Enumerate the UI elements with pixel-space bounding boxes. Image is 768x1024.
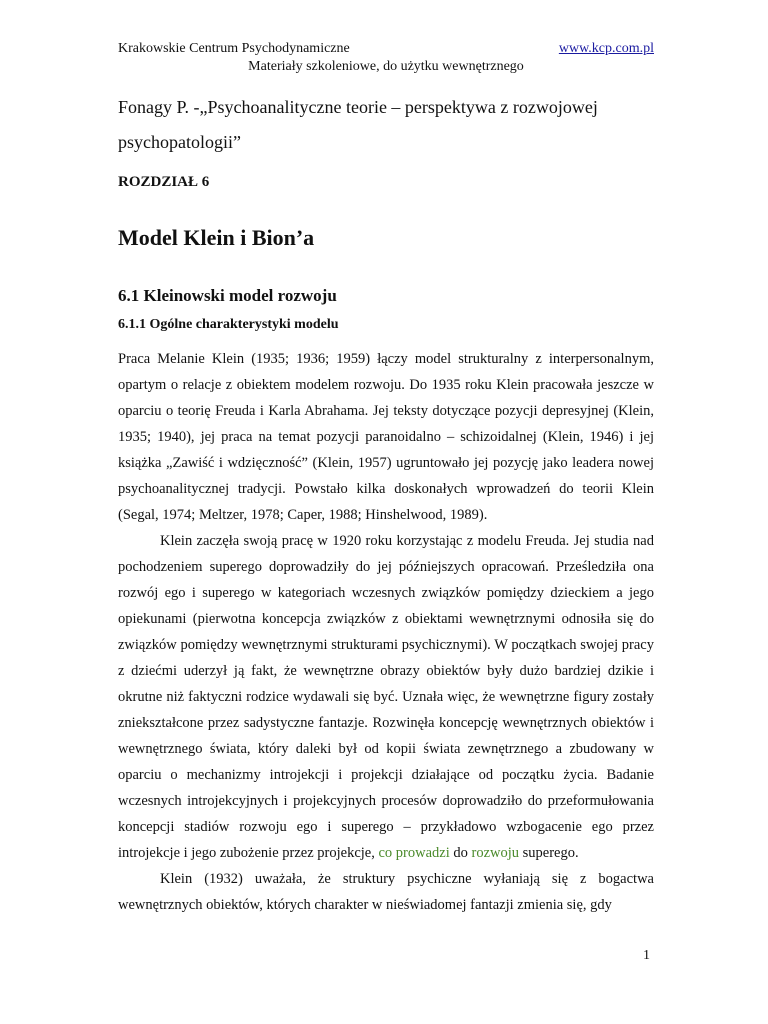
paragraph-3: Klein (1932) uważała, że struktury psychiczne wyłaniają się z bogactwa wewnętrznych obiektów, których charakter w nieświadomej fantazji zmienia się, gdy [118, 871, 654, 913]
page-number: 1 [643, 948, 650, 963]
paragraph-2-text: Klein zaczęła swoją pracę w 1920 roku korzystając z modelu Freuda. Jej studia nad pochodzeniem superego doprowadziły do jej późniejszych opracowań. Prześledziła ona rozwój ego i superego w kategoriach wczesnych związków pomiędzy dzieckiem a jego opiekunami (pierwotna koncepcja związków z obiektami wewnętrznymi odnosiła się do związków pomiędzy wewnętrznymi strukturami psychicznymi). W początkach swojej pracy z dziećmi uderzył ją fakt, że wewnętrzne obrazy obiektów były dużo bardziej dzikie i okrutne niż faktyczni rodzice wydawali się być. Uznała więc, że wewnętrzne figury zostały zniekształcone przez sadystyczne fantazje. Rozwinęła koncepcję wewnętrznych obiektów i wewnętrznego świata, który daleki był od kopii świata zewnętrznego a zbudowany w oparciu o mechanizmy introjekcji i projekcji działające od początku życia. Badanie wczesnych introjekcyjnych i projekcyjnych procesów doprowadziło do przeformułowania koncepcji stadiów rozwoju ego i superego – przykładowo wzbogacenie ego przez introjekcje i jego zubożenie przez projekcje, [118, 533, 654, 861]
paragraph-2-connector: do [453, 845, 468, 861]
document-title: Fonagy P. -„Psychoanalityczne teorie – perspektywa z rozwojowej psychopatologii” [118, 97, 598, 152]
model-title: Model Klein i Bion’a [118, 225, 315, 250]
paragraph-2-end: superego. [522, 845, 579, 861]
paragraph-1: Praca Melanie Klein (1935; 1936; 1959) łączy model strukturalny z interpersonalnym, opartym o relacje z obiektem modelem rozwoju. Do 1935 roku Klein pracowała jeszcze w oparciu o teorię Freuda i Karla Abrahama. Jej teksty dotyczące pozycji depresyjnej (Klein, 1935; 1940), jej praca na temat pozycji paranoidalno – schizoidalnej (Klein, 1946) i jej książka „Zawiść i wdzięczność” (Klein, 1957) ugruntowało jej pozycję jako leadera nowej psychoanalitycznej tradycji. Powstało kilka doskonałych wprowadzeń do teorii Klein (Segal, 1974; Meltzer, 1978; Caper, 1988; Hinshelwood, 1989). [118, 351, 654, 523]
section-heading: 6.1 Kleinowski model rozwoju [118, 286, 337, 305]
paragraph-2 [118, 528, 654, 866]
subsection-heading: 6.1.1 Ogólne charakterystyki modelu [118, 317, 339, 332]
highlighted-phrase-1: co prowadzi [378, 845, 450, 861]
header-organization: Krakowskie Centrum Psychodynamiczne [118, 41, 350, 56]
header-subtitle: Materiały szkoleniowe, do użytku wewnętrznego [248, 59, 524, 74]
header-website-link[interactable]: www.kcp.com.pl [558, 41, 654, 56]
highlighted-phrase-2: rozwoju [471, 845, 520, 861]
chapter-heading: ROZDZIAŁ 6 [118, 174, 210, 190]
body-text [118, 346, 654, 918]
